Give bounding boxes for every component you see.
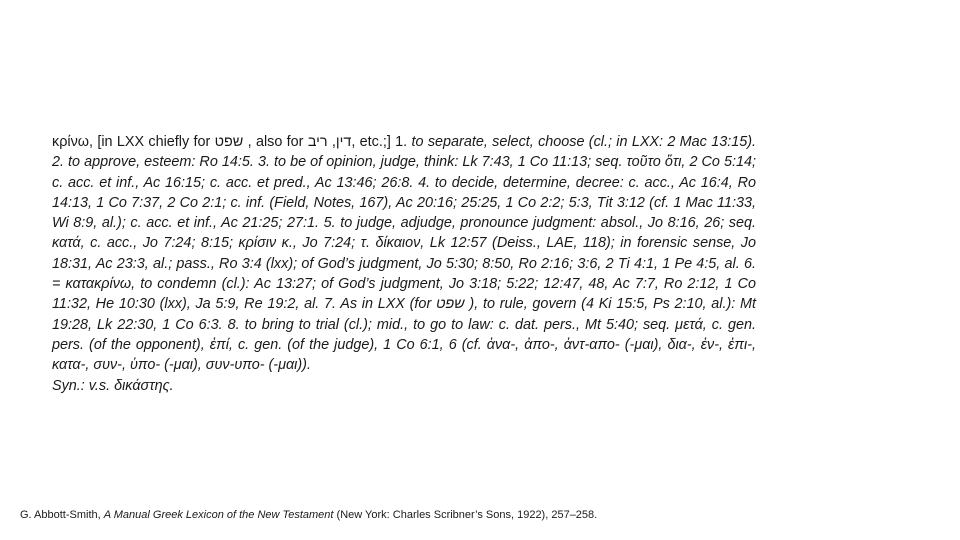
citation-author: G. Abbott-Smith, [20, 509, 101, 521]
entry-body: to separate, select, choose (cl.; in LXX: 2 Mac 13:15). 2. to approve, esteem: Ro 14:5. 3. to be of opinion, judge, think: Lk 7:43, 1 Co 11:13; seq. τοῦτο ὅτι, 2 Co 5:14; c. acc. et inf., Ac 16:15; c. acc. et pred., Ac 13:46; 26:8. 4. to decide, determine, decree: c. acc., Ac 16:4, Ro 14:13, 1 Co 7:37, 2 Co 2:1; c. inf. (Field, Notes, 167), Ac 20:16; 25:25, 1 Co 2:2; 5:3, Tit 3:12 (cf. 1 Mac 11:33, Wi 8:9, al.); c. acc. et inf., Ac 21:25; 27:1. 5. to judge, adjudge, pronounce judgment: absol., Jo 8:16, 26; seq. κατά, c. acc., Jo 7:24; 8:15; κρίσιν κ., Jo 7:24; τ. δίκαιον, Lk 12:57 (Deiss., LAE, 118); in forensic sense, Jo 18:31, Ac 23:3, al.; pass., Ro 3:4 (lxx); of God’s judgment, Jo 5:30; 8:50, Ro 2:16; 3:6, 2 Ti 4:1, 1 Pe 4:5, al. 6. = κατακρίνω, to condemn (cl.): Ac 13:27; of God’s judgment, Jo 3:18; 5:22; 12:47, 48, Ac 7:7, Ro 2:12, 1 Co 11:32, He 10:30 (lxx), Ja 5:9, Re 19:2, al. 7. As in LXX (for שפט ), to rule, govern (4 Ki 15:5, Ps 2:10, al.): Mt 19:28, Lk 22:30, 1 Co 6:3. 8. to bring to trial (cl.); mid., to go to law: c. dat. pers., Mt 5:40; seq. μετά, c. gen. pers. (of the opponent), ἐπί, c. gen. (of the judge), 1 Co 6:1, 6 (cf. ἀνα-, ἀπο-, ἀντ-απο- (-μαι), δια-, ἐν-, ἐπι-, κατα-, συν-, ὑπο- (-μαι), συν-υπο- (-μαι)). [52, 134, 757, 374]
entry-header: , [in LXX chiefly for שפט , also for דין, ריב, etc.;] 1. [89, 134, 408, 150]
synonyms-note: Syn.: v.s. δικάστης. [52, 377, 174, 394]
source-citation [20, 508, 597, 522]
lexicon-entry [52, 132, 756, 396]
citation-publication: (New York: Charles Scribner’s Sons, 1922), 257–258. [336, 509, 598, 521]
citation-title: A Manual Greek Lexicon of the New Testament [103, 509, 334, 521]
headword: κρίνω [52, 134, 90, 150]
